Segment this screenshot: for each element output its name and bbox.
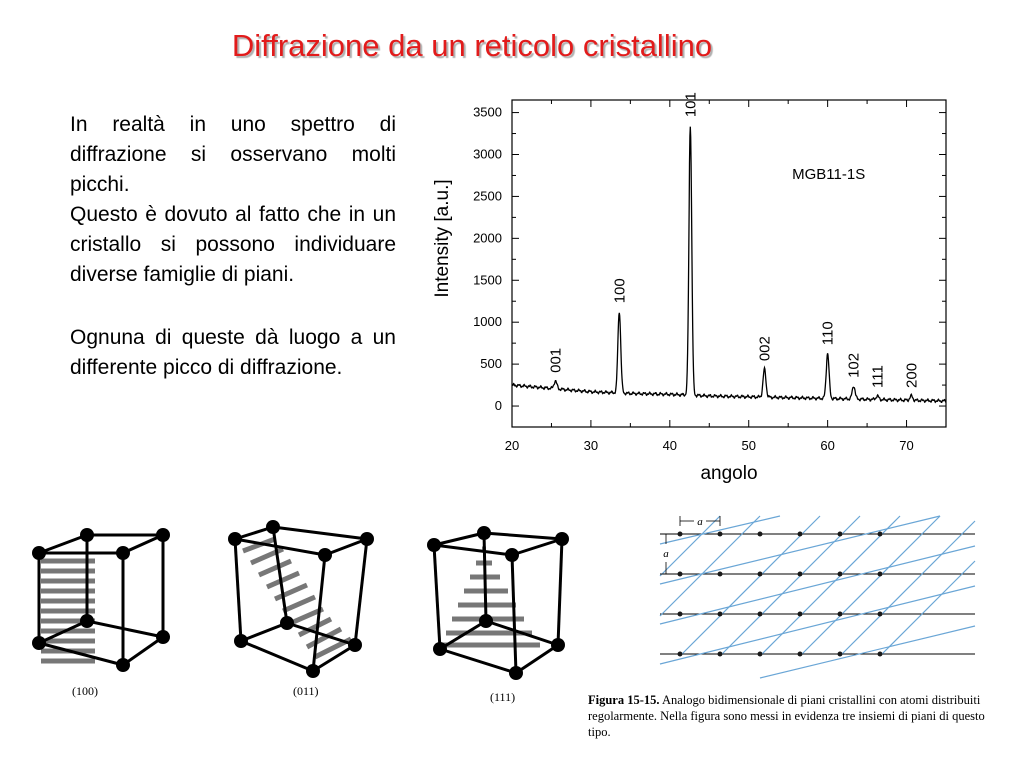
xrd-chart: [425, 92, 965, 487]
lattice-diagonal-planes-steep: [660, 516, 975, 656]
cube-label-100: (100): [72, 684, 98, 698]
y-tick-label: 500: [480, 356, 502, 372]
peak-label-111: 111: [869, 365, 887, 388]
y-tick-label: 0: [494, 398, 502, 414]
peak-label-110: 110: [819, 321, 837, 346]
cube-100-figure: [25, 515, 175, 685]
x-tick-label: 40: [662, 438, 678, 453]
y-tick-label: 1000: [473, 314, 502, 330]
sample-label: MGB11-1S: [792, 165, 866, 183]
lattice-spacing-label-horizontal: a: [697, 516, 703, 528]
lattice-horizontal-planes: [660, 534, 975, 654]
caption-figure-number: Figura 15-15.: [588, 693, 660, 707]
paragraph-3: Ognuna di queste dà luogo a un differente picco di diffrazione.: [70, 326, 396, 379]
spectrum-line: [512, 127, 946, 403]
peak-label-101: 101: [682, 92, 700, 118]
paragraph-2: Questo è dovuto al fatto che in un cristallo si possono individuare diverse famiglie di piani.: [70, 203, 396, 286]
peak-label-102: 102: [845, 352, 863, 378]
x-tick-label: 30: [583, 438, 599, 453]
slide-title: Diffrazione da un reticolo cristallino: [231, 28, 713, 63]
y-tick-label: 2500: [473, 188, 502, 204]
y-tick-label: 2000: [473, 230, 502, 246]
cube-011-figure: [225, 515, 385, 685]
peak-labels: [547, 92, 920, 388]
plane-111-hatching: [442, 549, 540, 645]
lattice-spacing-label-vertical: a: [663, 548, 669, 560]
x-axis: [505, 100, 914, 453]
y-tick-label: 3500: [473, 104, 502, 120]
peak-label-002: 002: [756, 336, 774, 362]
peak-label-200: 200: [903, 362, 921, 388]
y-tick-label: 1500: [473, 272, 502, 288]
x-tick-label: 60: [820, 438, 835, 453]
peak-label-100: 100: [611, 278, 629, 304]
caption-text: Analogo bidimensionale di piani cristallini con atomi distribuiti regolarmente. Nella figura sono messi in evidenza tre insiemi di piani di questo tipo.: [588, 693, 985, 739]
peak-label-001: 001: [547, 347, 565, 373]
cube-label-111: (111): [490, 690, 516, 704]
paragraph-1: In realtà in uno spettro di diffrazione si osservano molti picchi.: [70, 113, 396, 196]
cube-label-011: (011): [293, 684, 319, 698]
x-tick-label: 70: [899, 438, 914, 453]
cube-111-figure: [420, 515, 580, 685]
lattice-caption: [588, 692, 988, 740]
y-tick-label: 3000: [473, 146, 502, 162]
x-tick-label: 20: [504, 438, 520, 453]
x-tick-label: 50: [741, 438, 756, 453]
x-axis-title: angolo: [700, 463, 758, 484]
lattice-figure: [640, 506, 985, 686]
y-axis-title: Intensity [a.u.]: [432, 179, 453, 298]
